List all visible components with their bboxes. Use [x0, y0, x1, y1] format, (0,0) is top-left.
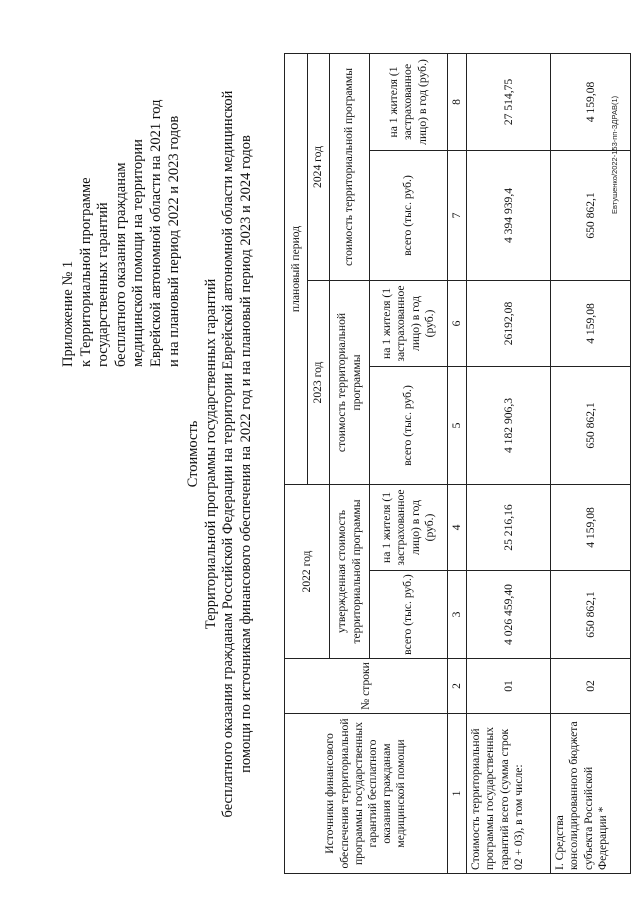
appendix-line: и на плановый период 2022 и 2023 годов [165, 115, 182, 367]
document-stamp: Евтушенко/2022-153-пп-ЗДРАВ(1) [610, 95, 619, 214]
appendix-line: бесплатного оказания гражданам [112, 162, 129, 367]
header-per-capita: на 1 жителя (1 застрахованное лицо) в год (руб.) [370, 53, 448, 150]
appendix-line: к Территориальной программе [77, 177, 94, 367]
table-row [467, 53, 551, 873]
column-number: 1 [448, 714, 467, 874]
header-total: всего (тыс. руб.) [370, 571, 448, 659]
appendix-line: государственных гарантий [95, 202, 112, 367]
appendix-note [60, 7, 183, 367]
appendix-line: Приложение № 1 [60, 260, 76, 367]
column-number: 4 [448, 484, 467, 570]
cell-2024-total: 4 394 939,4 [467, 150, 551, 280]
document-title [185, 44, 255, 864]
header-2023: 2023 год [308, 280, 330, 484]
row-number: 02 [551, 659, 631, 714]
cell-2024-total: 650 862,1 [551, 150, 631, 280]
title-line: бесплатного оказания гражданам Российской Федерации на территории Еврейской автономной области медицинской [220, 90, 237, 818]
column-number: 8 [448, 53, 467, 150]
header-total: всего (тыс. руб.) [370, 150, 448, 280]
cell-2023-per-capita: 26192,08 [467, 280, 551, 366]
column-number: 7 [448, 150, 467, 280]
header-per-capita: на 1 жителя (1 застрахованное лицо) в год (руб.) [370, 280, 448, 366]
column-number: 3 [448, 571, 467, 659]
column-number-row [448, 53, 467, 873]
cell-2022-total: 4 026 459,40 [467, 571, 551, 659]
cell-2023-total: 4 182 906,3 [467, 366, 551, 484]
header-cost-2023: стоимость территориальной программы [330, 280, 370, 484]
cell-2022-total: 650 862,1 [551, 571, 631, 659]
row-source: Стоимость территориальной программы государственных гарантий всего (сумма строк 02 + 03), в том числе: [467, 714, 551, 874]
appendix-line: медицинской помощи на территории [130, 139, 147, 367]
cell-2023-per-capita: 4 159,08 [551, 280, 631, 366]
column-number: 5 [448, 366, 467, 484]
header-approved-cost: утвержденная стоимость территориальной программы [330, 484, 370, 658]
header-per-capita: на 1 жителя (1 застрахованное лицо) в год (руб.) [370, 484, 448, 570]
header-2024: 2024 год [308, 53, 330, 280]
title-line: Стоимость [185, 420, 201, 488]
header-total: всего (тыс. руб.) [370, 366, 448, 484]
header-2022: 2022 год [285, 484, 330, 658]
title-line: помощи по источникам финансового обеспечения на 2022 год и на плановый период 2023 и 2024 годов [237, 135, 254, 773]
header-row-no: № строки [285, 659, 448, 714]
cost-table [284, 53, 631, 874]
cell-2022-per-capita: 25 216,16 [467, 484, 551, 570]
header-planned-period: плановый период [285, 53, 308, 484]
row-number: 01 [467, 659, 551, 714]
cell-2022-per-capita: 4 159,08 [551, 484, 631, 570]
column-number: 2 [448, 659, 467, 714]
appendix-line: Еврейской автономной области на 2021 год [147, 99, 164, 367]
title-line: Территориальной программы государственных гарантий [202, 278, 219, 630]
cell-2023-total: 650 862,1 [551, 366, 631, 484]
row-source: I. Средства консолидированного бюджета субъекта Российской Федерации * [551, 714, 631, 874]
header-source: Источники финансового обеспечения территориальной программы государственных гарантий бесплатного оказания гражданам медицинской помощи [285, 714, 448, 874]
column-number: 6 [448, 280, 467, 366]
cell-2024-per-capita: 27 514,75 [467, 53, 551, 150]
header-cost-2024: стоимость территориальной программы [330, 53, 370, 280]
cell-2024-per-capita: 4 159,08 [551, 53, 631, 150]
